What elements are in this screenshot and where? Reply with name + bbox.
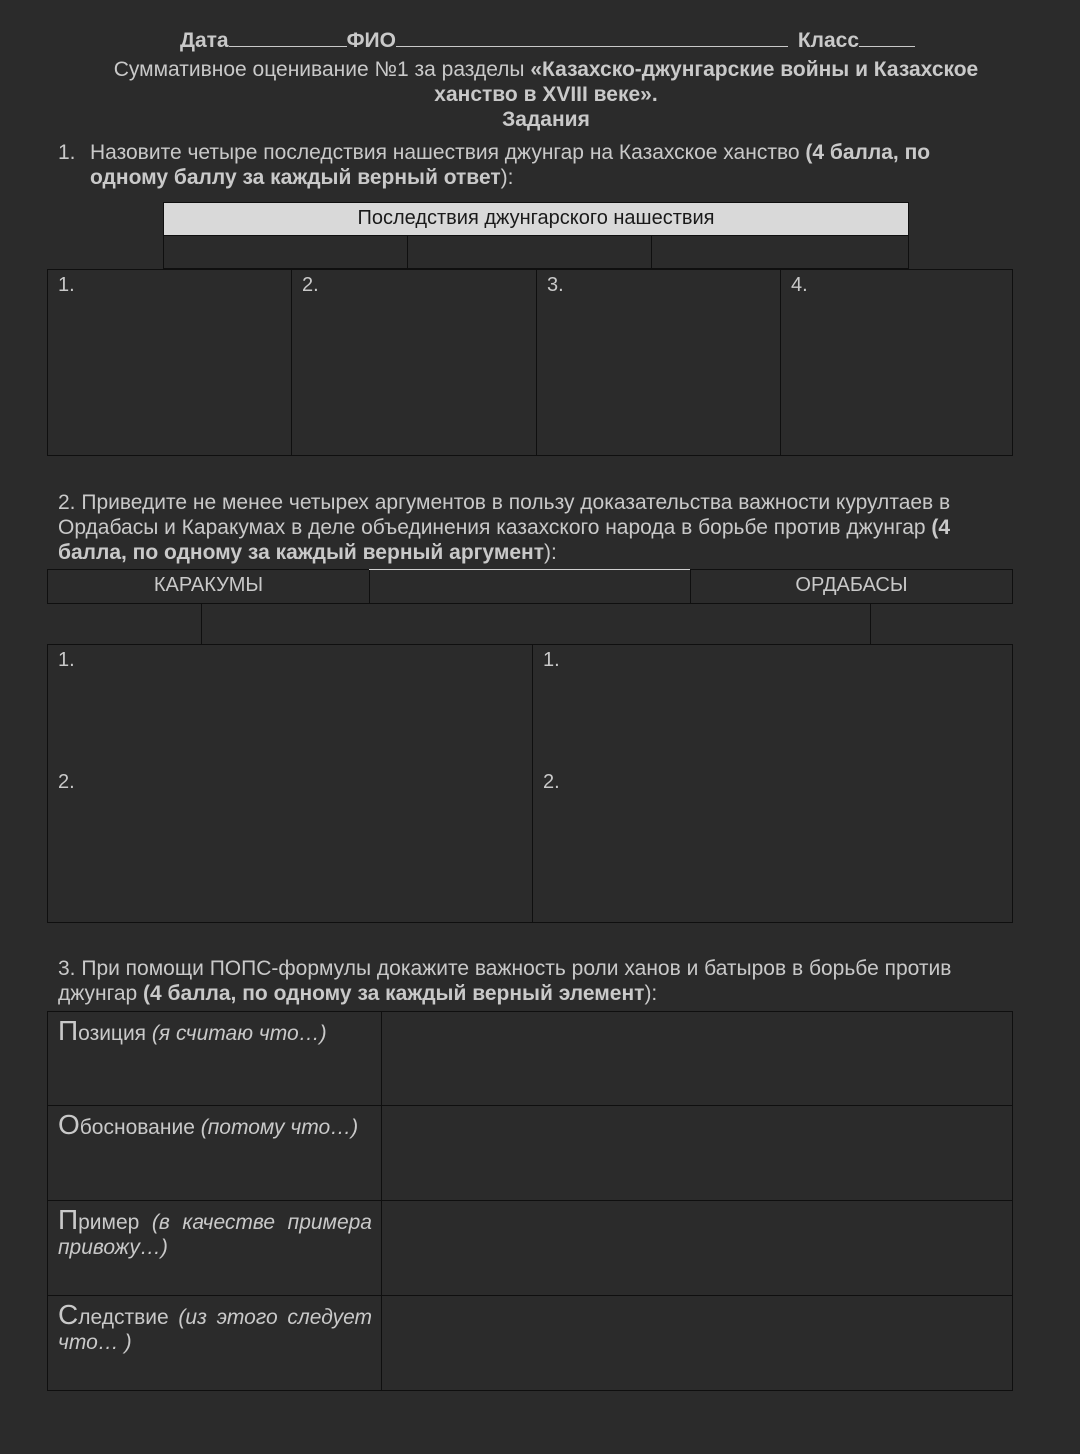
pops-hint: (из этого следует что… ) (58, 1306, 372, 1354)
pops-letter: П (58, 1204, 79, 1235)
task2-points-2: балла, по одному за каждый верный аргумент (58, 541, 545, 564)
pops-rest: боснование (79, 1116, 201, 1139)
pops-label (58, 1015, 372, 1046)
pops-rest: ример (78, 1211, 152, 1234)
title-bold-2: ханство в XVIII веке». (434, 83, 658, 106)
ordabasy-item-1: 1. (543, 649, 560, 671)
task2-line2: Ордабасы и Каракумах в деле объединения казахского народа в борьбе против джунгар (58, 516, 932, 539)
pops-label (58, 1204, 372, 1260)
task2-points-end: ): (544, 541, 557, 564)
pops-label-consequence (47, 1295, 383, 1391)
date-field[interactable] (229, 28, 347, 47)
task2-connector (201, 603, 871, 645)
task1-table-header-text: Последствия джунгарского нашествия (357, 207, 715, 229)
task3-points: (4 балла, по одному за каждый верный элемент (143, 982, 645, 1005)
pops-label (58, 1109, 372, 1140)
task1-table-header (163, 202, 909, 236)
ordabasy-header (690, 569, 1013, 604)
karakum-header-text: КАРАКУМЫ (153, 574, 264, 596)
tasks-subtitle: Задания (502, 108, 590, 131)
class-field[interactable] (859, 28, 915, 47)
task1-points-1: (4 балла, по (805, 141, 931, 164)
pops-rest: ледствие (78, 1306, 179, 1329)
pops-hint: (я считаю что…) (151, 1022, 327, 1045)
task1-answer-cell-3[interactable] (536, 269, 781, 456)
cell-number: 3. (547, 274, 564, 296)
title-prefix: Суммативное оценивание №1 за разделы (113, 58, 531, 81)
pops-answer-justification[interactable] (381, 1105, 1013, 1202)
task3-line2: джунгар (58, 982, 144, 1005)
task2-text (58, 490, 1022, 565)
ordabasy-header-text: ОРДАБАСЫ (795, 574, 908, 596)
task1-connector-2 (407, 235, 652, 269)
task1-connector-1 (163, 235, 408, 269)
karakum-answer-box[interactable] (47, 644, 534, 923)
pops-letter: П (58, 1015, 79, 1046)
karakum-item-1: 1. (58, 649, 75, 671)
date-label: Дата (180, 29, 229, 52)
pops-letter: О (58, 1109, 80, 1140)
karakum-header (47, 569, 370, 604)
pops-answer-consequence[interactable] (381, 1295, 1013, 1391)
pops-rest: озиция (78, 1022, 152, 1045)
pops-hint: (в качестве примера привожу…) (58, 1211, 372, 1259)
task1-points-end: ): (500, 166, 514, 189)
task2-points-1: (4 (931, 516, 951, 539)
header-gap-line (369, 569, 691, 604)
task1-answer-cell-2[interactable] (291, 269, 537, 456)
karakum-item-2: 2. (58, 771, 75, 793)
task1-connector-3 (651, 235, 909, 269)
task1-answer-cell-1[interactable] (47, 269, 293, 456)
pops-label-justification (47, 1105, 383, 1202)
task1-points-2: одному баллу за каждый верный ответ (90, 166, 501, 189)
title-bold-1: «Казахско-джунгарские войны и Казахское (530, 58, 979, 81)
pops-hint: (потому что…) (200, 1116, 359, 1139)
pops-answer-position[interactable] (381, 1011, 1013, 1107)
class-label: Класс (797, 29, 860, 52)
ordabasy-answer-box[interactable] (532, 644, 1013, 923)
task3-points-end: ): (644, 982, 658, 1005)
task3-text (58, 956, 1022, 1006)
cell-number: 1. (58, 274, 75, 296)
assessment-title (60, 57, 1032, 132)
cell-number: 4. (791, 274, 808, 296)
task2-line1: 2. Приведите не менее четырех аргументов в пользу доказательства важности курултаев в (58, 491, 951, 514)
ordabasy-item-2: 2. (543, 771, 560, 793)
header-line (180, 28, 940, 53)
pops-label-example (47, 1200, 383, 1297)
task1-text (90, 140, 1030, 190)
task1-number: 1. (58, 141, 76, 164)
pops-label-position (47, 1011, 383, 1107)
pops-letter: С (58, 1299, 79, 1330)
name-label: ФИО (346, 29, 396, 52)
cell-number: 2. (302, 274, 319, 296)
task1-question: Назовите четыре последствия нашествия джунгар на Казахское ханство (90, 141, 806, 164)
task1-answer-cell-4[interactable] (780, 269, 1013, 456)
name-field[interactable] (396, 28, 788, 47)
pops-label (58, 1299, 372, 1355)
task3-line1: 3. При помощи ПОПС-формулы докажите важность роли ханов и батыров в борьбе против (58, 957, 952, 980)
pops-answer-example[interactable] (381, 1200, 1013, 1297)
